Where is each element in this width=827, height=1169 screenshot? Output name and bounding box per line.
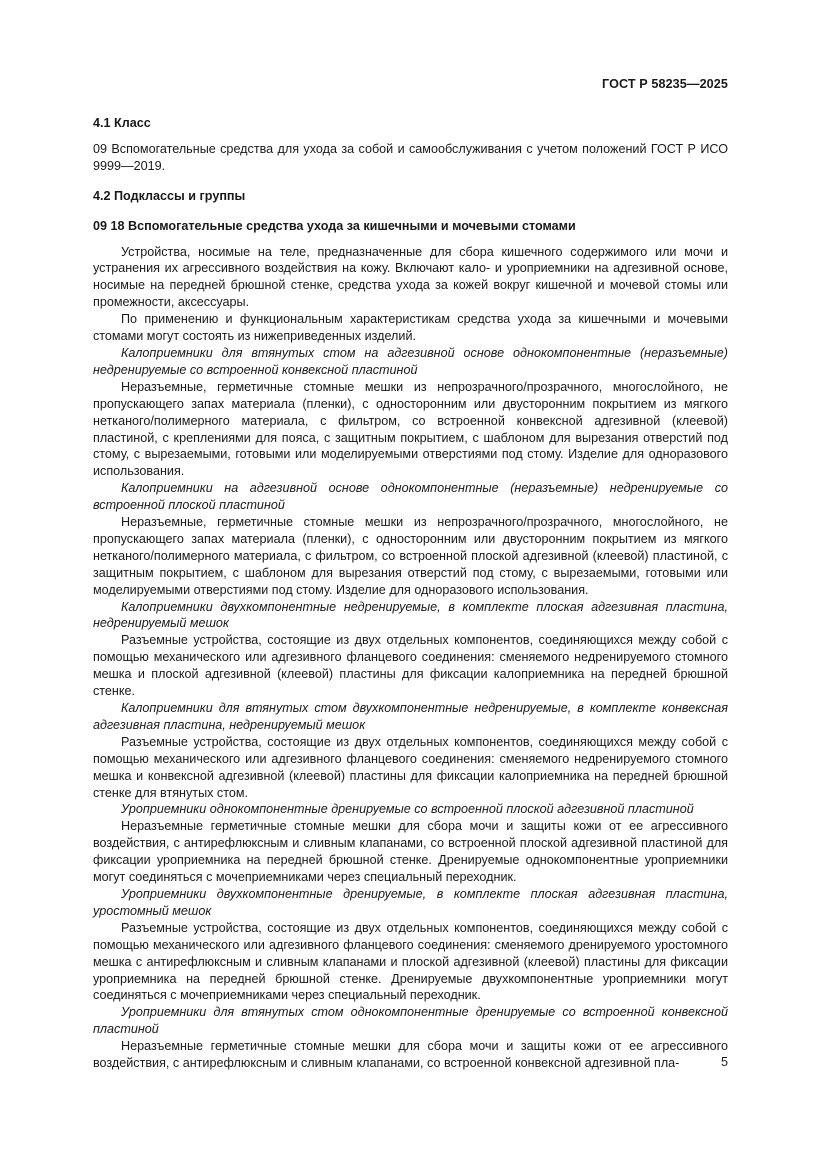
page-number: 5	[720, 1055, 728, 1069]
group-intro-2: По применению и функциональным характеристикам средства ухода за кишечными и мочевыми стомами могут состоять из нижеприведенных изделий.	[93, 312, 728, 344]
group-heading-09-18: 09 18 Вспомогательные средства ухода за кишечными и мочевыми стомами	[93, 218, 576, 233]
section-heading-4-1: 4.1 Класс	[93, 116, 151, 130]
item-title: Калоприемники двухкомпонентные недренируемые, в комплекте плоская адгезивная пластина, недренируемый мешок	[93, 599, 728, 631]
group-intro: Устройства, носимые на теле, предназначенные для сбора кишечного содержимого или мочи и устранения их агрессивного воздействия на кожу. Включают кало- и уроприемники на адгезивной основе, носимые на передней брюшной стенке, средства ухода за кожей вокруг кишечной и мочевой стомы или промежности, аксессуары.	[93, 244, 728, 310]
item-title: Уроприемники для втянутых стом однокомпонентные дренируемые со встроенной конвексной пластиной	[93, 1005, 728, 1037]
item-description: Разъемные устройства, состоящие из двух отдельных компонентов, соединяющихся между собой с помощью механического или адгезивного фланцевого соединения: сменяемого дренируемого уростомного мешка с антирефлюксным и сливным клапанами и плоской адгезивной (клеевой) пластины для фиксации уроприемника на передней брюшной стенке. Дренируемые двухкомпонентные уроприемники могут соединяться с мочеприемниками через специальный переходник.	[93, 920, 728, 1003]
item-description: Неразъемные, герметичные стомные мешки из непрозрачного/прозрачного, многослойного, не пропускающего запах материала (пленки), с односторонним или двусторонним покрытием из мягкого нетканого/полимерного материала, с фильтром, со встроенной плоской адгезивной (клеевой) пластиной, с защитным покрытием, с шаблоном для вырезания отверстий под стому, с вырезаемыми, готовыми или моделируемыми отверстиями под стому. Изделие для одноразового использования.	[93, 515, 728, 597]
document-standard-number: ГОСТ Р 58235—2025	[602, 77, 728, 91]
item-description: Разъемные устройства, состоящие из двух отдельных компонентов, соединяющихся между собой с помощью механического или адгезивного фланцевого соединения: сменяемого недренируемого стомного мешка и конвексной адгезивной (клеевой) пластины для фиксации калоприемника на передней брюшной стенке для втянутых стом.	[93, 734, 728, 800]
item-title: Калоприемники для втянутых стом двухкомпонентные недренируемые, в комплекте конвексная адгезивная пластина, недренируемый мешок	[93, 701, 728, 732]
item-description: Неразъемные, герметичные стомные мешки из непрозрачного/прозрачного, многослойного, не пропускающего запах материала (пленки), с односторонним или двусторонним покрытием из мягкого нетканого/полимерного материала, с фильтром, со встроенной конвексной адгезивной (клеевой) пластиной, с креплениями для пояса, с защитным покрытием, с шаблоном для вырезания отверстий под стому, с вырезаемыми, готовыми или моделируемыми отверстиями под стому. Изделие для одноразового использования.	[93, 379, 728, 479]
item-description: Разъемные устройства, состоящие из двух отдельных компонентов, соединяющихся между собой с помощью механического или адгезивного фланцевого соединения: сменяемого недренируемого стомного мешка и плоской адгезивной (клеевой) пластины для фиксации калоприемника на передней брюшной стенке.	[93, 633, 728, 699]
item-title: Уроприемники однокомпонентные дренируемые со встроенной плоской адгезивной пластиной	[121, 802, 694, 817]
item-description: Неразъемные герметичные стомные мешки для сбора мочи и защиты кожи от ее агрессивного воздействия, с антирефлюксным и сливным клапанами, со встроенной конвексной адгезивной пла-	[93, 1039, 728, 1071]
item-title: Уроприемники двухкомпонентные дренируемые, в комплекте плоская адгезивная пластина, уростомный мешок	[93, 886, 728, 918]
section-text-4-1: 09 Вспомогательные средства для ухода за собой и самообслуживания с учетом положений ГОСТ Р ИСО 9999—2019.	[93, 141, 728, 173]
item-title: Калоприемники для втянутых стом на адгезивной основе однокомпонентные (неразъемные) недренируемые со встроенной конвексной пластиной	[93, 345, 728, 377]
item-description: Неразъемные герметичные стомные мешки для сбора мочи и защиты кожи от ее агрессивного воздействия, с антирефлюксным и сливным клапанами, со встроенной плоской адгезивной пластиной для фиксации уроприемника на передней брюшной стенке. Дренируемые однокомпонентные уроприемники могут соединяться с мочеприемниками через специальный переходник.	[93, 819, 728, 885]
section-heading-4-2: 4.2 Подклассы и группы	[93, 188, 246, 203]
item-title: Калоприемники на адгезивной основе однокомпонентные (неразъемные) недренируемые со встроенной плоской пластиной	[93, 481, 728, 513]
document-body	[93, 115, 728, 1072]
